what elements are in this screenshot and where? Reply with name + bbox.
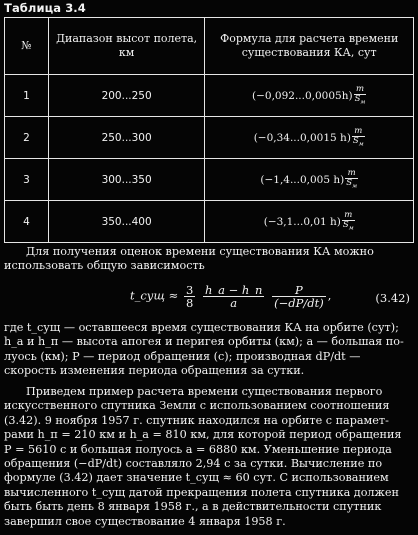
row-formula: (−1,4...0,005 h) $\frac{m}{S_м}$ [205,159,414,201]
row-range: 250...300 [48,117,205,159]
table-row [5,117,414,159]
example-line: искусственного спутника Земли с использованием соотношения [4,399,390,413]
example-line: вычисленного t_сущ датой прекращения полета спутника должен [4,485,399,499]
example-line: рами h_п = 210 км и h_a = 810 км, для которой период обращения [4,428,402,442]
intro-line: Для получения оценок времени существования КА можно [26,245,374,258]
row-number: 2 [5,117,49,159]
definition-line: скорость изменения периода обращения за сутки. [4,364,305,378]
definitions-paragraph [4,321,414,379]
row-number: 4 [5,201,49,243]
intro-paragraph [4,245,414,274]
header-number: № [5,18,49,75]
example-line: Приведем пример расчета времени существования первого [26,385,383,398]
table-row [5,75,414,117]
intro-line: использовать общую зависимость [4,259,205,273]
lifetime-formula-table [4,17,414,243]
example-line: завершил свое существование 4 января 1958 г. [4,514,286,528]
table-row [5,201,414,243]
row-range: 200...250 [48,75,205,117]
row-formula: (−0,092...0,0005h) $\frac{m}{S_м}$ [205,75,414,117]
table-row [5,159,414,201]
example-line: обращения (−dP/dt) составляло 2,94 с за сутки. Вычисление по [4,457,383,471]
formula-3-42: t_сущ ≈ $\frac{3}{8}$ $\frac{h\_a - h\_п}{a}$ $\frac{P}{(-dP/dt)}$ , [130,283,332,310]
example-line: (3.42). 9 ноября 1957 г. спутник находился на орбите с парамет- [4,413,389,427]
header-formula: Формула для расчета времени существования КА, сут [205,18,414,75]
equation-altitude-fraction: $\frac{h\_a - h\_п}{a}$ [204,283,263,310]
example-line: P = 5610 с и большая полуось a = 6880 км. Уменьшение периода [4,442,392,456]
row-number: 3 [5,159,49,201]
equation-coefficient: $\frac{3}{8}$ [185,283,194,310]
row-formula: (−3,1...0,01 h) $\frac{m}{S_м}$ [205,201,414,243]
definition-line: h_a и h_п — высота апогея и перигея орбиты (км); a — большая по- [4,335,404,349]
equation-period-fraction: $\frac{P}{(-dP/dt)}$ [274,283,324,310]
table-header-row [5,18,414,75]
row-formula: (−0,34...0,0015 h) $\frac{m}{S_м}$ [205,117,414,159]
example-line: быть быть день 8 января 1958 г., а в действительности спутник [4,500,382,514]
definition-line: луось (км); P — период обращения (с); производная dP/dt — [4,349,361,363]
row-range: 350...400 [48,201,205,243]
header-altitude-range: Диапазон высот полета, км [48,18,205,75]
example-line: формуле (3.42) дает значение t_сущ ≈ 60 сут. С использованием [4,471,389,485]
row-number: 1 [5,75,49,117]
row-range: 300...350 [48,159,205,201]
example-paragraph [4,385,414,529]
definition-line: где t_сущ — оставшееся время существования КА на орбите (сут); [4,321,399,334]
table-title: Таблица 3.4 [4,1,86,15]
equation-lhs: t_сущ ≈ [130,288,179,303]
equation-number: (3.42) [375,291,410,305]
